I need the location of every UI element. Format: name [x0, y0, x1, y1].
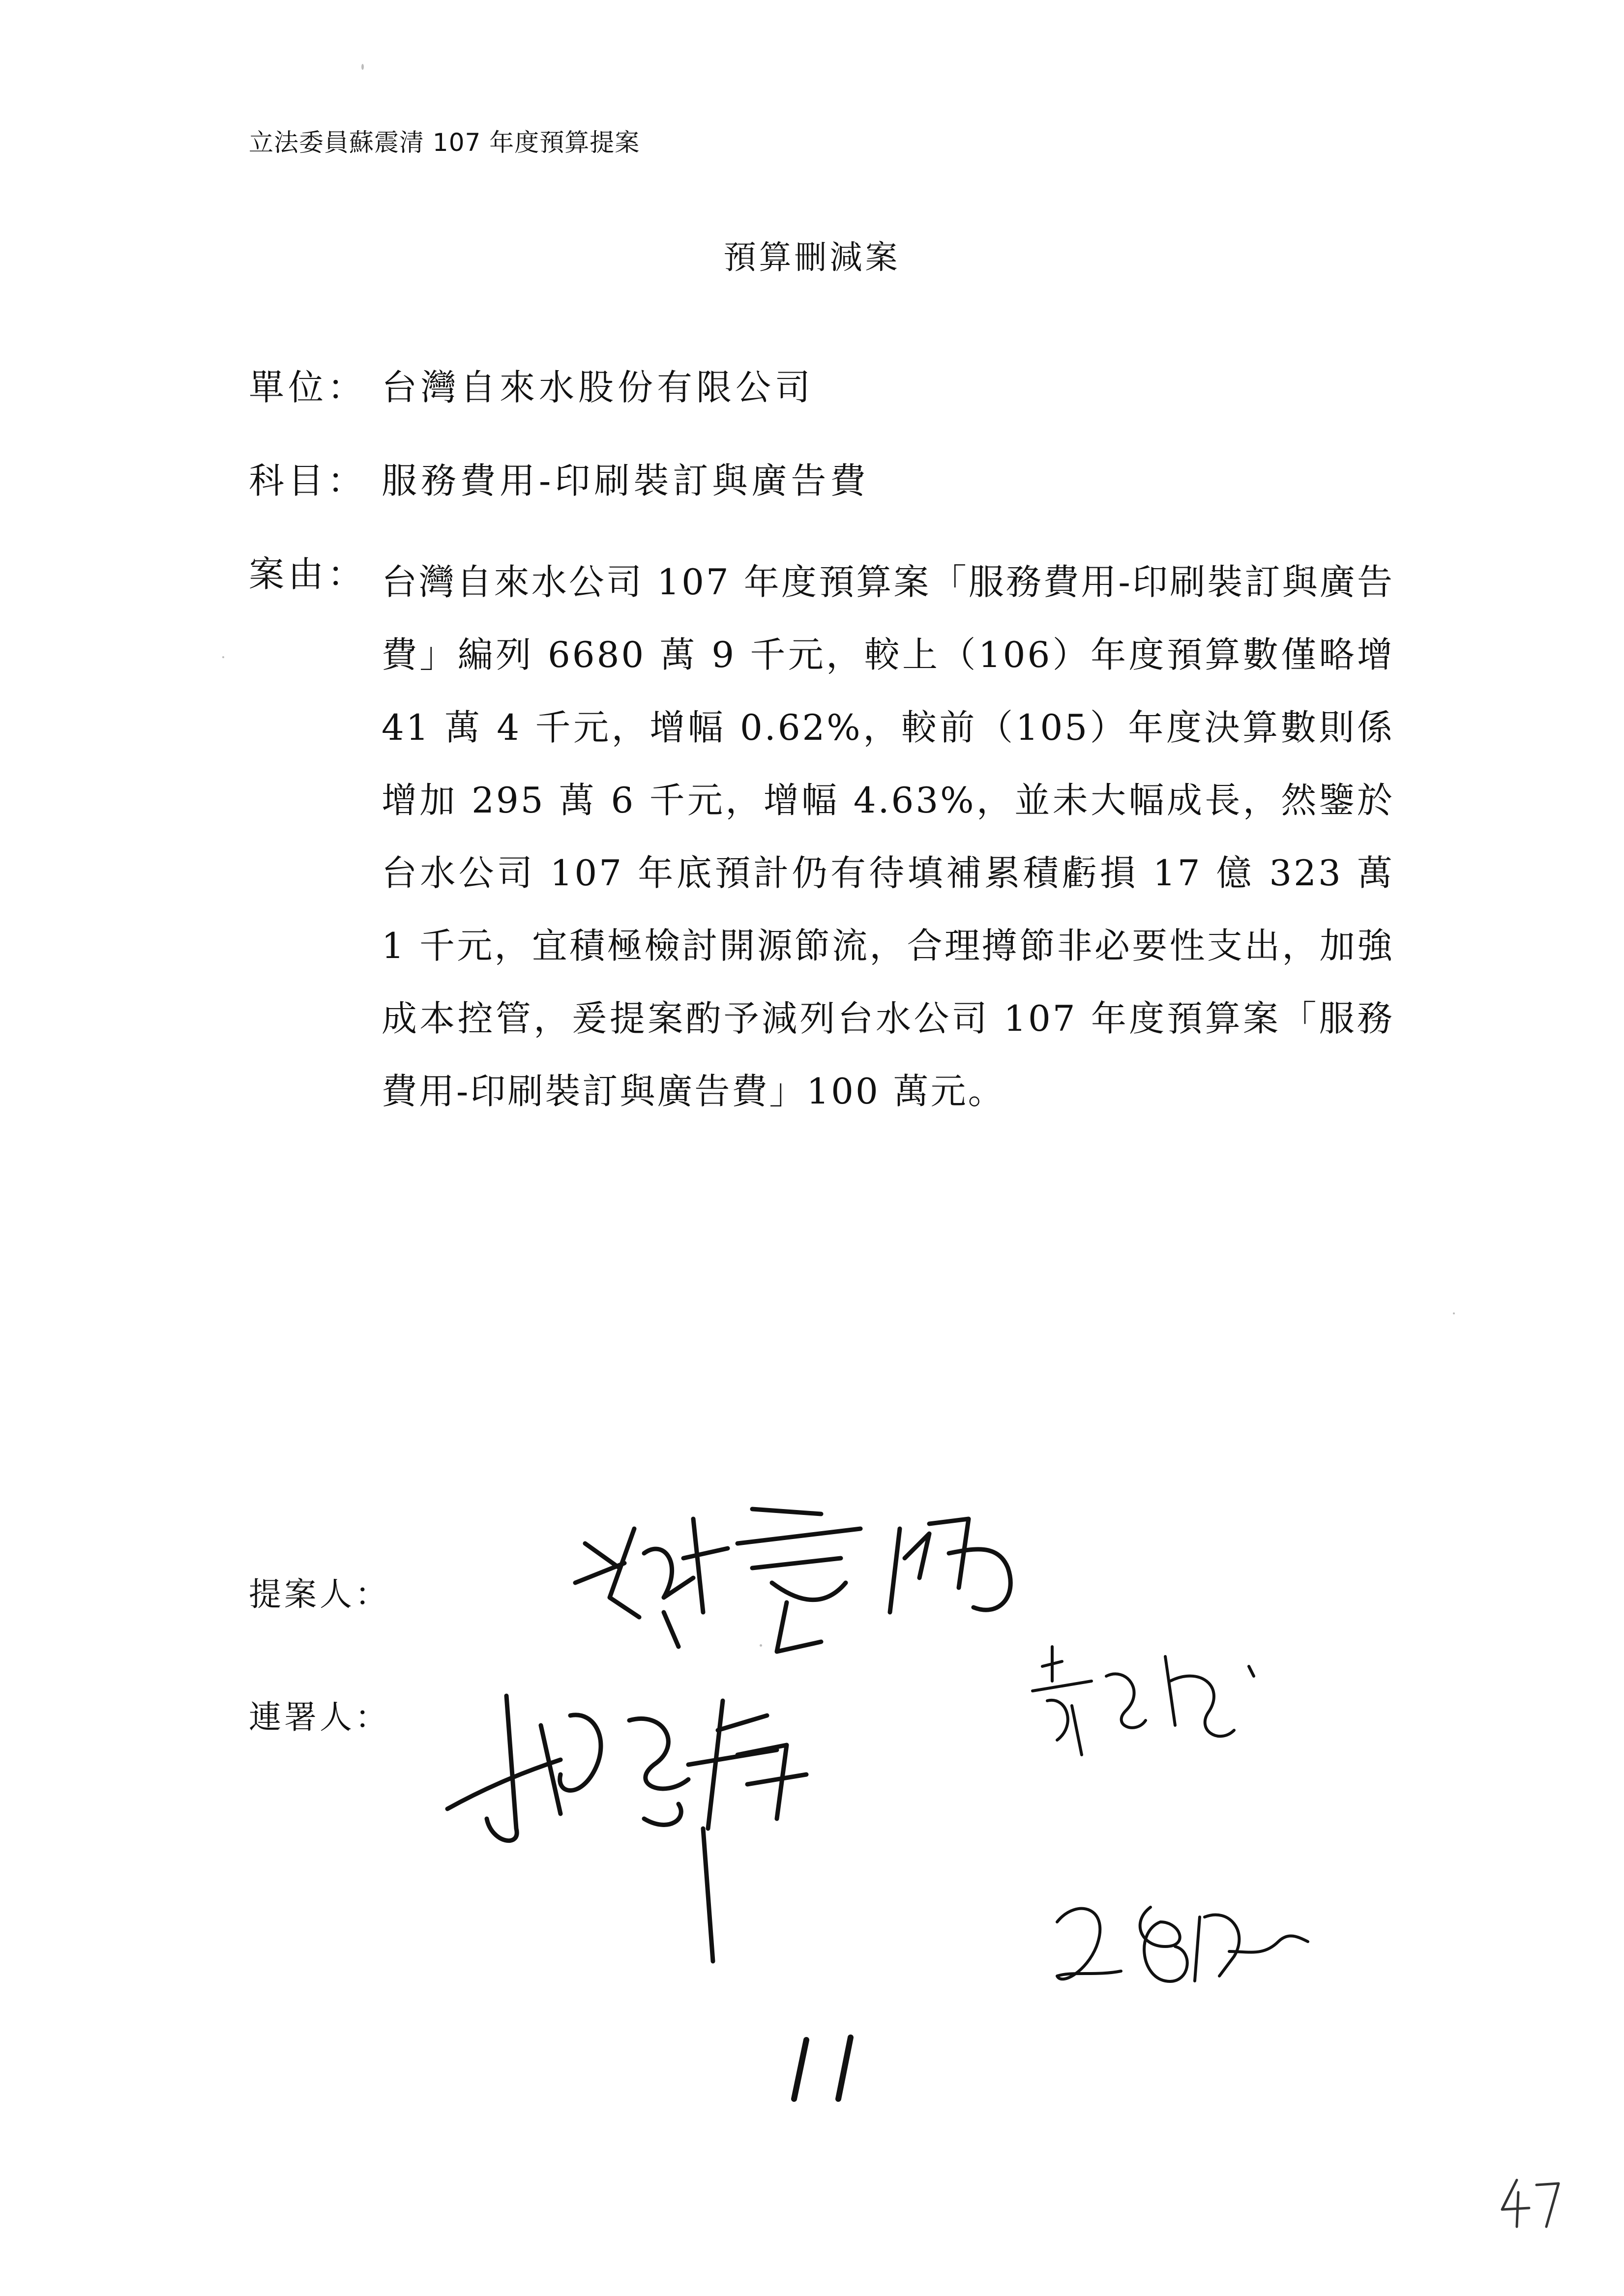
- scan-speck: [222, 656, 224, 658]
- proposer-label: 提案人：: [249, 1575, 390, 1613]
- cosigner-signature-3: [1042, 1878, 1318, 2005]
- subject-label: 科目：: [249, 460, 367, 501]
- cosigner-signature-1: [433, 1657, 924, 1991]
- scan-speck: [1453, 1312, 1455, 1314]
- document-header: 立法委員蘇震清 107 年度預算提案: [249, 128, 640, 157]
- cosigner-signature-2: [1023, 1637, 1278, 1784]
- proposer-signature: [565, 1499, 1037, 1661]
- reason-label: 案由：: [249, 553, 367, 595]
- reason-text: 台灣自來水公司 107 年度預算案「服務費用-印刷裝訂與廣告費」編列 6680 萬 9 千元，較上（106）年度預算數僅略增 41 萬 4 千元，增幅 0.62%，較前（105）年度決算數則係增加 295 萬 6 千元，增幅 4.63%，並未大幅成長，然鑒於台水公司 107 年底預計仍有待填補累積虧損 17 億 323 萬 1 千元，宜積極檢討開源節流，合理撙節非必要性支出，加強成本控管，爰提案酌予減列台水公司 107 年度預算案「服務費用-印刷裝訂與廣告費」100 萬元。: [382, 561, 1394, 1112]
- subject-field: [249, 452, 869, 503]
- unit-value: 台灣自來水股份有限公司: [382, 367, 815, 408]
- handwritten-count-mark: [777, 2030, 875, 2109]
- handwritten-page-number: [1495, 2173, 1564, 2234]
- unit-label: 單位：: [249, 367, 367, 408]
- document-title: 預算刪減案: [723, 238, 901, 276]
- unit-field: [249, 359, 814, 410]
- subject-value: 服務費用-印刷裝訂與廣告費: [382, 460, 870, 501]
- cosigner-label: 連署人：: [249, 1698, 390, 1736]
- scan-speck: [760, 1644, 762, 1647]
- scan-speck: [361, 64, 364, 70]
